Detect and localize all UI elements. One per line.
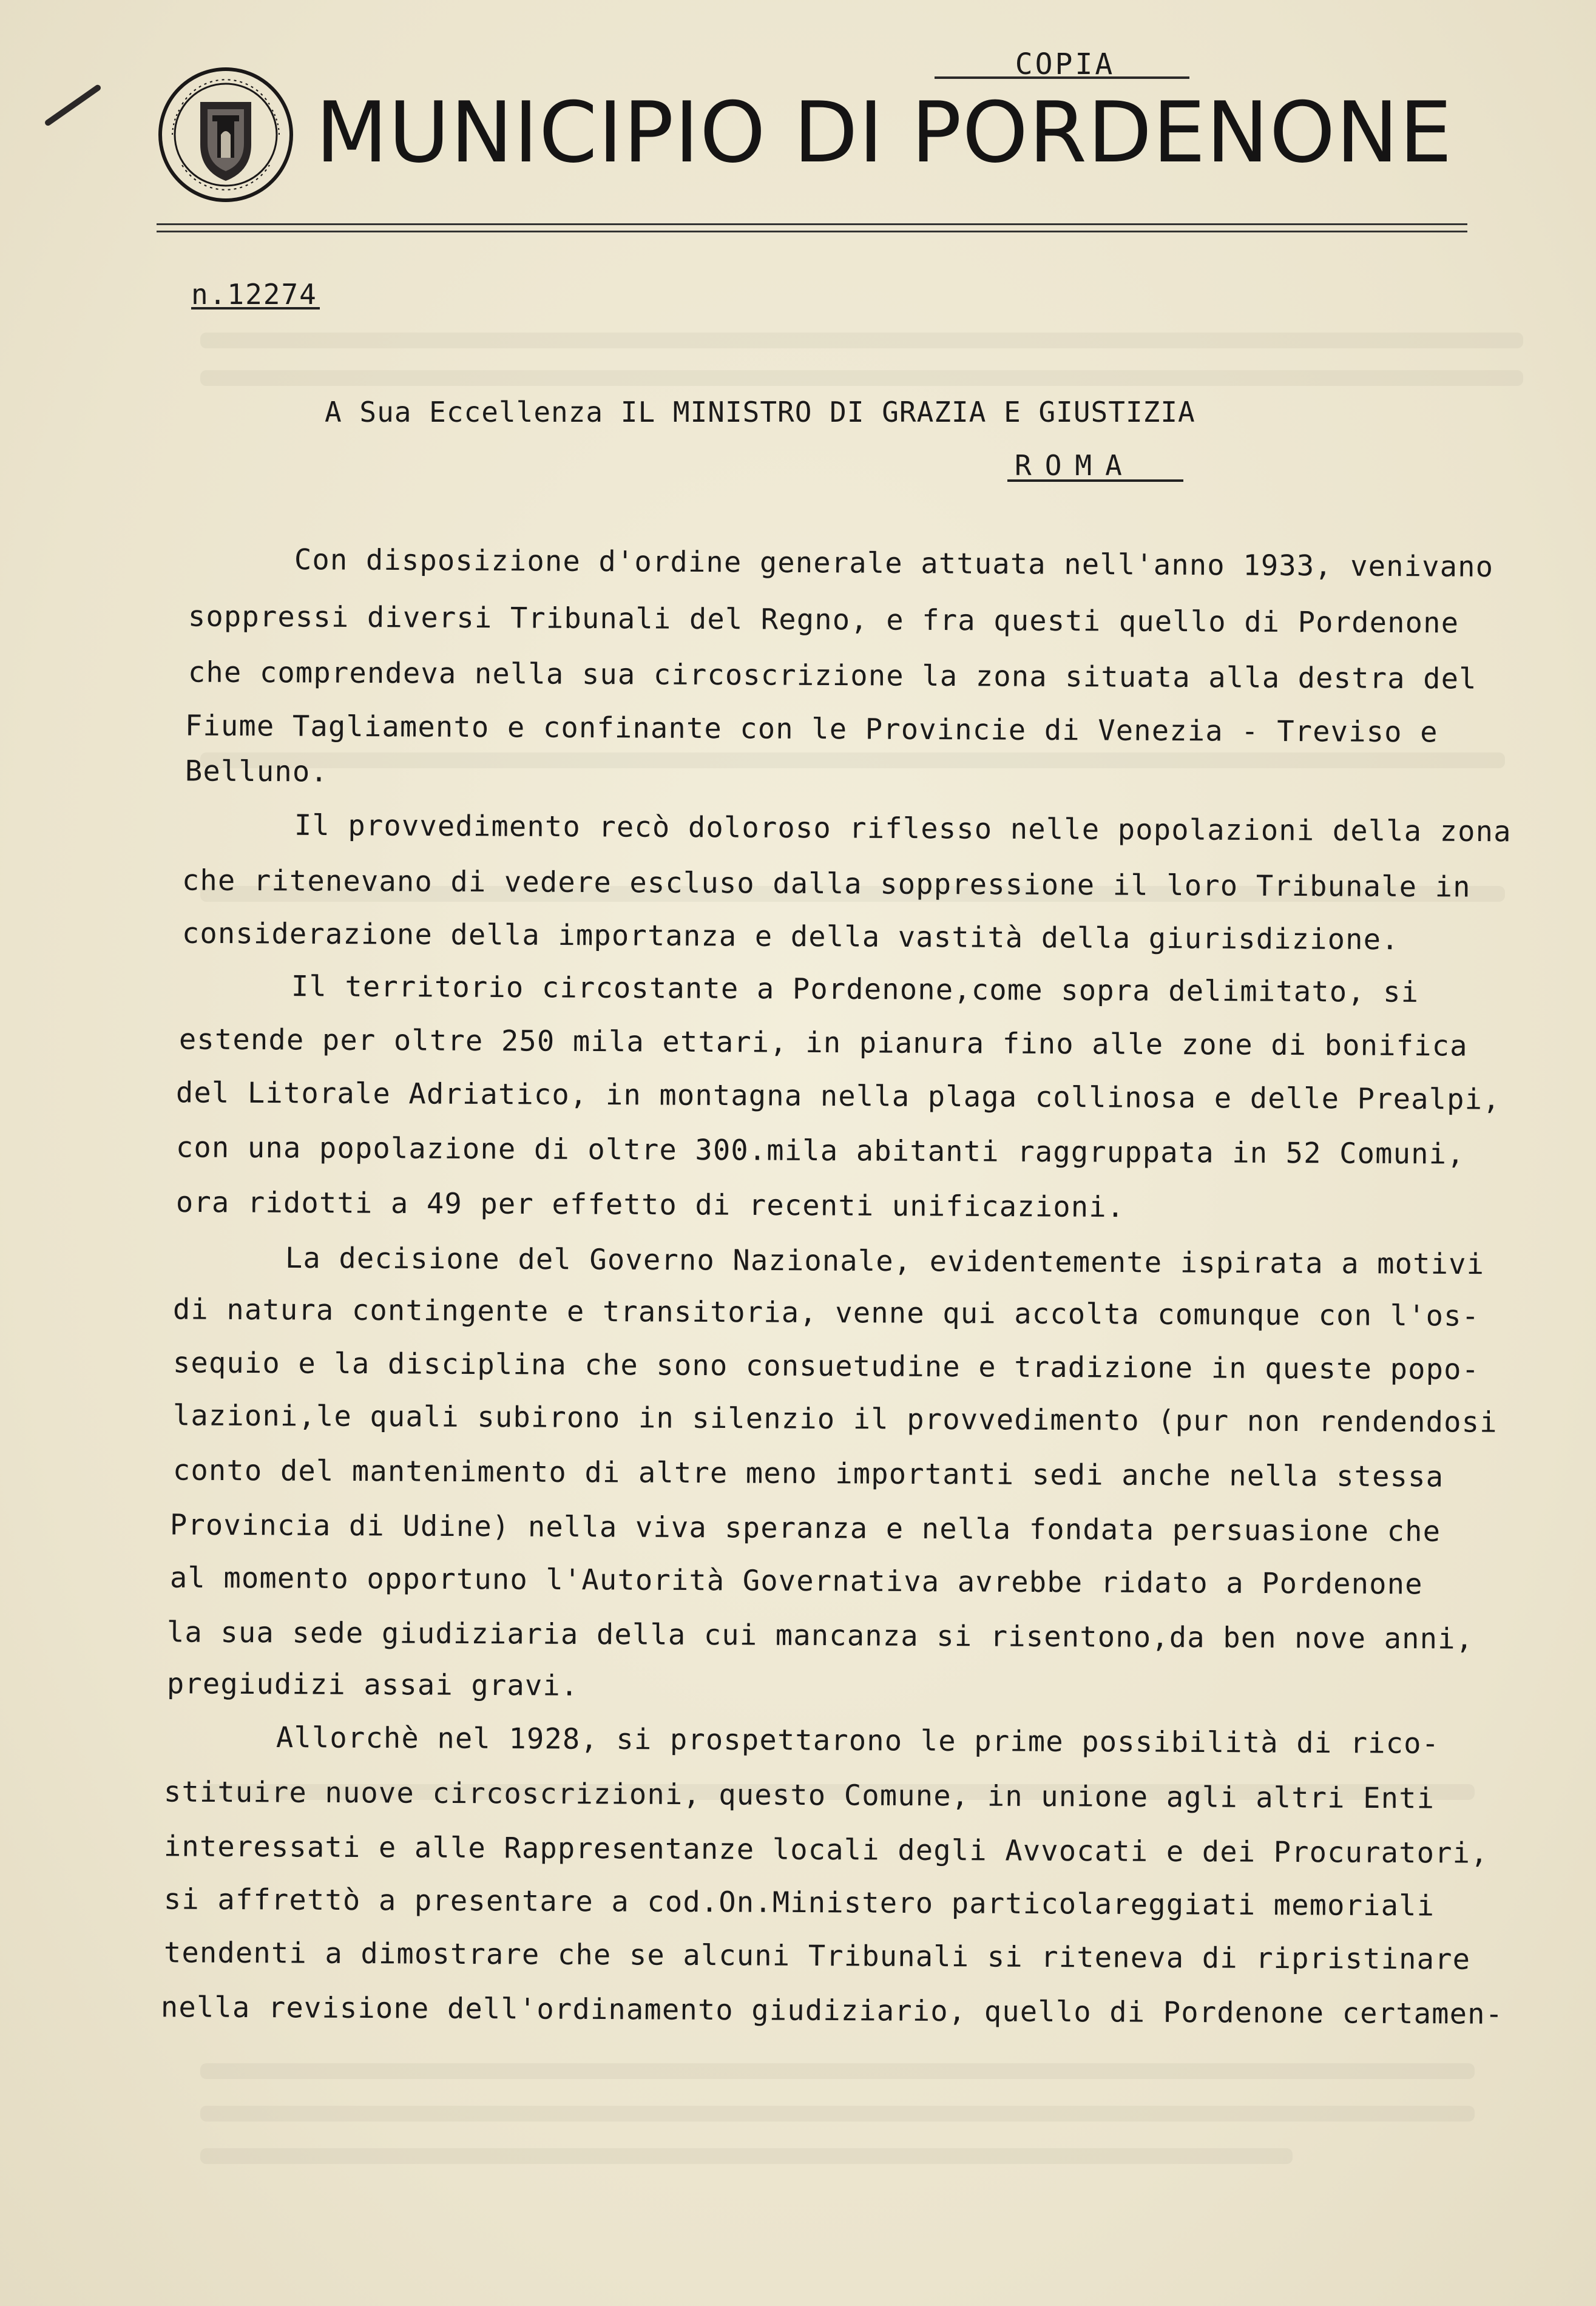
body-line: lazioni,le quali subirono in silenzio il provvedimento (pur non rendendosi	[172, 1399, 1498, 1439]
letterhead-rule	[157, 223, 1467, 225]
body-line: nella revisione dell'ordinamento giudiziario, quello di Pordenone certamen-	[160, 1990, 1504, 2031]
body-line: considerazione della importanza e della vastità della giurisdizione.	[181, 916, 1399, 957]
body-line: Fiume Tagliamento e confinante con le Provincie di Venezia - Treviso e	[184, 709, 1438, 749]
municipal-seal-icon	[158, 67, 294, 203]
body-line: conto del mantenimento di altre meno importanti sedi anche nella stessa	[172, 1453, 1444, 1494]
addressee-line: A Sua Eccellenza IL MINISTRO DI GRAZIA E GIUSTIZIA	[325, 396, 1195, 428]
body-line: al momento opportuno l'Autorità Governativa avrebbe ridato a Pordenone	[169, 1561, 1423, 1601]
body-line: Allorchè nel 1928, si prospettarono le prime possibilità di rico-	[276, 1720, 1440, 1761]
body-line: si affrettò a presentare a cod.On.Ministero particolareggiati memoriali	[163, 1882, 1435, 1923]
body-line: sequio e la disciplina che sono consuetudine e tradizione in queste popo-	[172, 1346, 1480, 1387]
bleed-through	[200, 2063, 1475, 2079]
bleed-through	[200, 370, 1523, 386]
bleed-through	[200, 333, 1523, 348]
body-line: tendenti a dimostrare che se alcuni Tribunali si riteneva di ripristinare	[163, 1936, 1471, 1976]
body-line: Belluno.	[184, 754, 329, 789]
city-underline	[1007, 479, 1183, 482]
protocol-underline	[191, 307, 320, 309]
body-line: la sua sede giudiziaria della cui mancanza si risentono,da ben nove anni,	[166, 1615, 1474, 1656]
body-line: pregiudizi assai gravi.	[166, 1667, 579, 1703]
body-line: del Litorale Adriatico, in montagna nella plaga collinosa e delle Prealpi,	[175, 1076, 1501, 1117]
body-line: estende per oltre 250 mila ettari, in pianura fino alle zone di bonifica	[178, 1023, 1468, 1063]
body-line: ora ridotti a 49 per effetto di recenti unificazioni.	[175, 1185, 1125, 1225]
copy-mark: COPIA	[1015, 47, 1115, 81]
body-line: di natura contingente e transitoria, venne qui accolta comunque con l'os-	[172, 1293, 1480, 1333]
body-line: Il territorio circostante a Pordenone,come sopra delimitato, si	[291, 970, 1419, 1009]
body-line: con una popolazione di oltre 300.mila abitanti raggruppata in 52 Comuni,	[175, 1131, 1465, 1171]
body-line: interessati e alle Rappresentanze locali degli Avvocati e dei Procuratori,	[163, 1830, 1489, 1870]
letterhead-rule	[157, 231, 1467, 232]
bleed-through	[200, 2148, 1293, 2164]
municipality-title: MUNICIPIO DI PORDENONE	[316, 84, 1453, 181]
pen-mark	[44, 84, 102, 127]
body-line: Provincia di Udine) nella viva speranza e nella fondata persuasione che	[169, 1508, 1441, 1549]
body-line: soppressi diversi Tribunali del Regno, e fra questi quello di Pordenone	[188, 600, 1459, 640]
protocol-number: n.12274	[191, 278, 317, 311]
body-line: che comprendeva nella sua circoscrizione la zona situata alla destra del	[188, 655, 1477, 696]
bleed-through	[200, 752, 1505, 768]
body-line: Il provvedimento recò doloroso riflesso nelle popolazioni della zona	[294, 808, 1512, 849]
copy-mark-underline	[935, 76, 1189, 79]
body-line: che ritenevano di vedere escluso dalla soppressione il loro Tribunale in	[181, 864, 1471, 904]
bleed-through	[200, 2106, 1475, 2122]
body-line: Con disposizione d'ordine generale attuata nell'anno 1933, venivano	[294, 543, 1494, 584]
addressee-city: ROMA	[1015, 449, 1135, 482]
body-line: stituire nuove circoscrizioni, questo Comune, in unione agli altri Enti	[163, 1775, 1435, 1816]
body-line: La decisione del Governo Nazionale, evidentemente ispirata a motivi	[285, 1241, 1485, 1282]
